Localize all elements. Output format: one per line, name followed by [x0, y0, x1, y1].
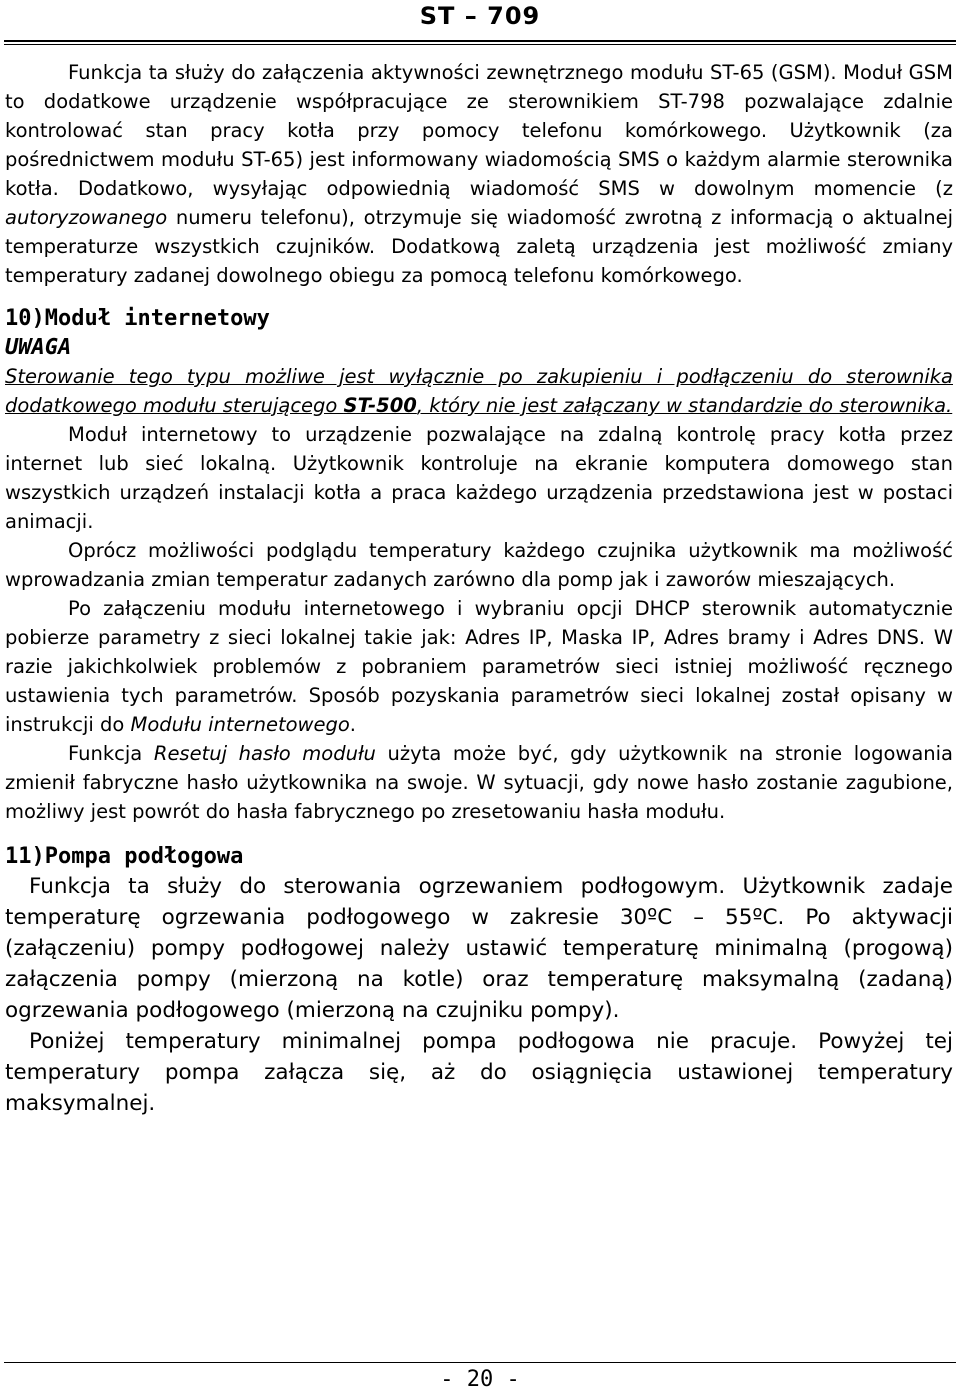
section-10-warning: UWAGA — [5, 335, 72, 360]
p4-text-italic: Resetuj hasło modułu — [153, 742, 376, 765]
gsm-text-start: Funkcja ta służy do załączenia aktywności zewnętrznego modułu ST-65 (GSM). Moduł GSM to dodatkowe urządzenie współpracujące ze sterownikiem ST-798 pozwalające zdalnie kontrolować stan pracy kotła przy pomocy telefonu komórkowego. Użytkownik (za pośrednictwem modułu ST-65) jest informowany wiadomością SMS o każdym alarmie sterownika kotła. Dodatkowo, wysyłając odpowiednią wiadomość SMS w dowolnym momencie (z — [5, 61, 953, 200]
section-10-paragraph-2: Oprócz możliwości podglądu temperatury każdego czujnika użytkownik ma możliwość wprowadzania zmian temperatur zadanych zarówno dla pomp jak i zaworów mieszających. — [5, 539, 953, 591]
section-10-paragraph-3 — [5, 594, 953, 739]
document-body — [5, 58, 953, 1119]
note-text-start: Sterowanie tego typu możliwe jest wyłącznie po zakupieniu i podłączeniu do sterownika dodatkowego modułu sterującego — [5, 365, 953, 417]
section-10-note — [5, 362, 953, 420]
section-10-heading: 10)Moduł internetowy — [5, 306, 270, 331]
p4-text-end: użyta może być, gdy użytkownik na stronie logowania zmienił fabryczne hasło użytkownika na swoje. W sytuacji, gdy nowe hasło zostanie zagubione, możliwy jest powrót do hasła fabrycznego po zresetowaniu hasła modułu. — [5, 742, 954, 823]
gsm-text-italic: autoryzowanego — [5, 206, 168, 229]
p3-text-italic: Modułu internetowego — [130, 713, 350, 736]
note-text-bold: ST-500 — [343, 394, 417, 417]
section-11-paragraph-1: Funkcja ta służy do sterowania ogrzewaniem podłogowym. Użytkownik zadaje temperaturę ogrzewania podłogowego w zakresie 30ºC – 55ºC. Po aktywacji (załączeniu) pompy podłogowej należy ustawić temperaturę minimalną (progową) załączenia pompy (mierzoną na kotle) oraz temperaturę maksymalną (zadaną) ogrzewania podłogowego (mierzoną na czujniku pompy). — [5, 874, 953, 1023]
note-text-end: , który nie jest załączany w standardzie do sterownika. — [416, 394, 953, 417]
header-divider — [4, 40, 956, 45]
p3-text-start: Po załączeniu modułu internetowego i wybraniu opcji DHCP sterownik automatycznie pobierze parametry z sieci lokalnej takie jak: Adres IP, Maska IP, Adres bramy i Adres DNS. W razie jakichkolwiek problemów z pobraniem parametrów sieci istniej możliwość ręcznego ustawienia tych parametrów. Sposób pozyskania parametrów sieci lokalnej został opisany w instrukcji do — [5, 597, 953, 736]
page-number: - 20 - — [440, 1367, 520, 1392]
footer-divider — [4, 1362, 956, 1363]
section-10-paragraph-1: Moduł internetowy to urządzenie pozwalające na zdalną kontrolę pracy kotła przez internet lub sieć lokalną. Użytkownik kontroluje na ekranie komputera domowego stan wszystkich urządzeń instalacji kotła a praca każdego urządzenia przedstawiona jest w postaci animacji. — [5, 423, 953, 533]
section-11-paragraph-2: Poniżej temperatury minimalnej pompa podłogowa nie pracuje. Powyżej tej temperatury pompa załącza się, aż do osiągnięcia ustawionej temperatury maksymalnej. — [5, 1029, 953, 1116]
gsm-text-end: numeru telefonu), otrzymuje się wiadomość zwrotną z informacją o aktualnej temperaturze wszystkich czujników. Dodatkową zaletą urządzenia jest możliwość zmiany temperatury zadanej dowolnego obiegu za pomocą telefonu komórkowego. — [5, 206, 953, 287]
section-11-heading: 11)Pompa podłogowa — [5, 844, 244, 869]
gsm-paragraph — [5, 58, 953, 290]
p3-text-end: . — [349, 713, 356, 736]
page-title: ST – 709 — [419, 2, 541, 30]
p4-text-start: Funkcja — [68, 742, 154, 765]
section-10-paragraph-4 — [5, 739, 953, 826]
